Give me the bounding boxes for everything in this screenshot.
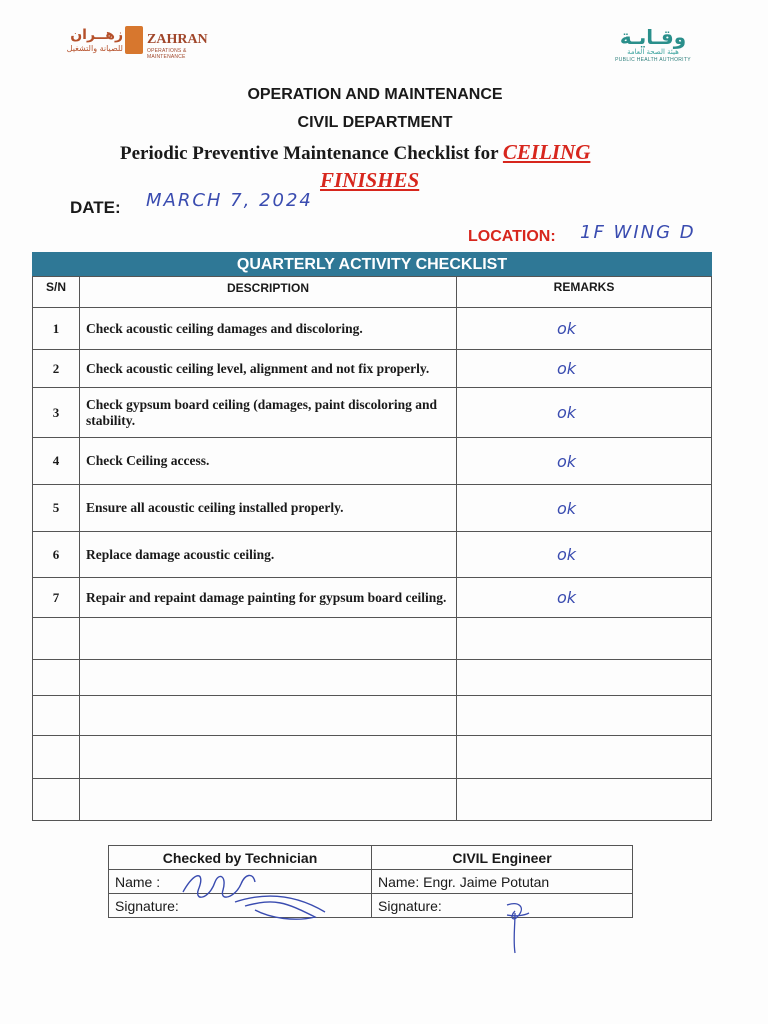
row-remark: ok — [457, 485, 712, 532]
empty-row — [33, 736, 712, 779]
date-label: DATE: — [70, 198, 121, 217]
date-value: MARCH 7, 2024 — [146, 190, 313, 211]
heading-operation: OPERATION AND MAINTENANCE — [247, 86, 503, 103]
empty-row — [33, 779, 712, 821]
engineer-header: CIVIL Engineer — [372, 846, 633, 870]
engineer-signature — [495, 895, 535, 957]
row-sn: 3 — [33, 388, 80, 438]
row-remark: ok — [457, 578, 712, 618]
public-health-authority-logo — [598, 26, 708, 66]
row-remark: ok — [457, 388, 712, 438]
location-value: 1F WING D — [580, 222, 696, 243]
zahran-mark-icon — [125, 26, 143, 54]
row-sn: 2 — [33, 350, 80, 388]
engineer-name: Name: Engr. Jaime Potutan — [372, 870, 633, 894]
zahran-logo-english-sub: OPERATIONS & MAINTENANCE — [147, 48, 187, 60]
quarterly-checklist — [32, 252, 712, 821]
column-description: DESCRIPTION — [80, 277, 457, 308]
table-row — [33, 350, 712, 388]
table-row — [33, 578, 712, 618]
row-description: Check gypsum board ceiling (damages, paint discoloring and stability. — [80, 388, 457, 438]
row-description: Replace damage acoustic ceiling. — [80, 532, 457, 578]
technician-signature — [175, 862, 335, 924]
table-row — [33, 308, 712, 350]
empty-row — [33, 618, 712, 660]
document-title-red-1: CEILING — [502, 140, 591, 164]
row-description: Check Ceiling access. — [80, 438, 457, 485]
row-sn: 4 — [33, 438, 80, 485]
pha-logo-arabic-sub: هيئة الصحة العامة — [627, 48, 679, 56]
row-description: Check acoustic ceiling damages and discoloring. — [80, 308, 457, 350]
row-sn: 6 — [33, 532, 80, 578]
row-remark: ok — [457, 532, 712, 578]
row-remark: ok — [457, 308, 712, 350]
row-remark: ok — [457, 438, 712, 485]
zahran-logo-arabic: زهــران — [70, 27, 123, 43]
empty-row — [33, 696, 712, 736]
table-row — [33, 388, 712, 438]
table-row — [33, 438, 712, 485]
row-sn: 5 — [33, 485, 80, 532]
heading-department: CIVIL DEPARTMENT — [297, 114, 453, 131]
zahran-logo-english: ZAHRAN — [147, 32, 208, 47]
technician-name-label: Name : — [109, 870, 372, 894]
empty-row — [33, 660, 712, 696]
column-sn: S/N — [33, 277, 80, 308]
pha-logo-english: PUBLIC HEALTH AUTHORITY — [615, 57, 691, 63]
checklist-table — [32, 276, 712, 821]
table-row — [33, 485, 712, 532]
document-title — [120, 140, 590, 165]
checklist-column-header — [33, 277, 712, 308]
zahran-logo-arabic-sub: للصيانة والتشغيل — [66, 44, 123, 53]
row-description: Ensure all acoustic ceiling installed properly. — [80, 485, 457, 532]
column-remarks: REMARKS — [457, 277, 712, 308]
engineer-signature-label: Signature: — [372, 894, 633, 918]
row-sn: 1 — [33, 308, 80, 350]
row-description: Repair and repaint damage painting for gypsum board ceiling. — [80, 578, 457, 618]
technician-signature-label: Signature: — [109, 894, 372, 918]
row-sn: 7 — [33, 578, 80, 618]
document-title-prefix: Periodic Preventive Maintenance Checklist for — [120, 143, 503, 164]
document-title-red-2: FINISHES — [320, 168, 420, 192]
technician-header: Checked by Technician — [109, 846, 372, 870]
row-remark: ok — [457, 350, 712, 388]
pha-logo-arabic: وقـايـة — [619, 25, 687, 49]
zahran-logo — [55, 22, 225, 62]
location-label: LOCATION: — [468, 228, 556, 245]
checklist-title: QUARTERLY ACTIVITY CHECKLIST — [32, 252, 712, 276]
table-row — [33, 532, 712, 578]
row-description: Check acoustic ceiling level, alignment and not fix properly. — [80, 350, 457, 388]
